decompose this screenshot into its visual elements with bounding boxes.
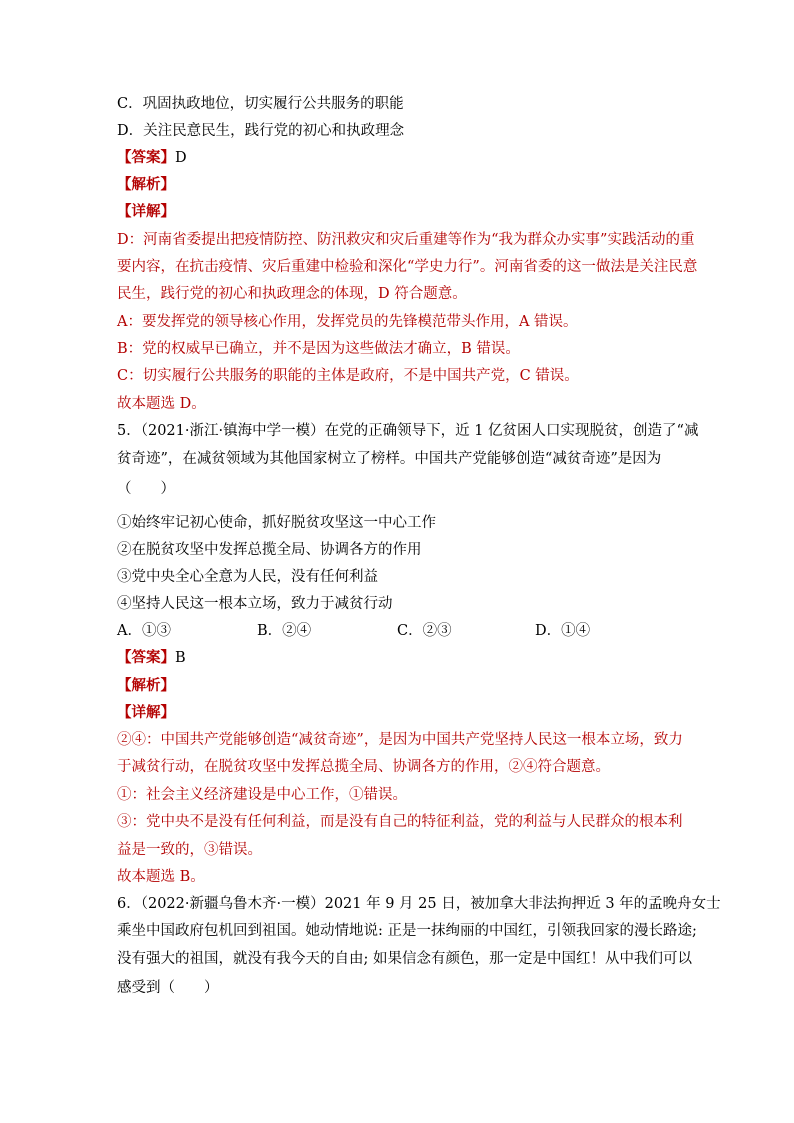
- q4-detail-line: 民生，践行党的初心和执政理念的体现，D 符合题意。: [117, 286, 467, 302]
- q5-detail-line: 于减贫行动，在脱贫攻坚中发挥总揽全局、协调各方的作用，②④符合题意。: [117, 759, 610, 775]
- q5-option-a: A．①③: [117, 623, 171, 639]
- q6-stem-line: 感受到（ ）: [117, 980, 219, 996]
- answer-value: D: [175, 150, 187, 166]
- q4-analysis-tag: 【解析】: [117, 176, 175, 193]
- q4-detail-tag: 【详解】: [117, 203, 175, 220]
- q4-detail-line: B：党的权威早已确立，并不是因为这些做法才确立，B 错误。: [117, 341, 520, 357]
- q4-option-c: C．巩固执政地位，切实履行公共服务的职能: [117, 96, 404, 112]
- q5-detail-line: ②④：中国共产党能够创造“减贫奇迹”，是因为中国共产党坚持人民这一根本立场，致力: [117, 732, 683, 748]
- q5-statement: ①始终牢记初心使命，抓好脱贫攻坚这一中心工作: [117, 515, 436, 531]
- q5-option-d: D．①④: [535, 623, 591, 639]
- q5-detail-tag: 【详解】: [117, 704, 175, 721]
- answer-tag: 【答案】: [117, 149, 175, 166]
- q5-detail-line: 益是一致的，③错误。: [117, 842, 262, 858]
- q5-stem-line: 5．（2021·浙江·镇海中学一模）在党的正确领导下，近 1 亿贫困人口实现脱贫，创造了“减: [117, 423, 699, 439]
- q5-stem-line: 贫奇迹”，在减贫领域为其他国家树立了榜样。中国共产党能够创造“减贫奇迹”是因为: [117, 451, 662, 467]
- q6-stem-line: 没有强大的祖国，就没有我今天的自由; 如果信念有颜色，那一定是中国红！从中我们可以: [117, 951, 692, 967]
- q6-stem-line: 6．（2022·新疆乌鲁木齐·一模）2021 年 9 月 25 日，被加拿大非法拘押近 3 年的孟晚舟女士: [117, 896, 721, 912]
- q5-options-row: [117, 621, 697, 641]
- q4-answer: [117, 148, 697, 168]
- q5-statement: ④坚持人民这一根本立场，致力于减贫行动: [117, 596, 393, 612]
- q5-answer-blank: （ ）: [117, 481, 175, 497]
- q5-statement: ③党中央全心全意为人民，没有任何利益: [117, 569, 378, 585]
- q4-detail-line: A：要发挥党的领导核心作用，发挥党员的先锋模范带头作用，A 错误。: [117, 314, 578, 330]
- answer-value: B: [175, 650, 186, 666]
- q4-conclusion: 故本题选 D。: [117, 396, 206, 412]
- q5-detail-line: ③：党中央不是没有任何利益，而是没有自己的特征利益，党的利益与人民群众的根本利: [117, 814, 683, 830]
- q5-conclusion: 故本题选 B。: [117, 869, 205, 885]
- answer-tag: 【答案】: [117, 649, 175, 666]
- q5-answer: [117, 648, 697, 668]
- q6-stem-line: 乘坐中国政府包机回到祖国。她动情地说: 正是一抹绚丽的中国红，引领我回家的漫长路途;: [117, 923, 697, 939]
- q5-detail-line: ①：社会主义经济建设是中心工作，①错误。: [117, 787, 407, 803]
- q5-option-c: C．②③: [397, 623, 452, 639]
- q4-detail-line: D：河南省委提出把疫情防控、防汛救灾和灾后重建等作为“我为群众办实事”实践活动的重: [117, 232, 695, 248]
- q4-option-d: D．关注民意民生，践行党的初心和执政理念: [117, 123, 405, 139]
- q5-statement: ②在脱贫攻坚中发挥总揽全局、协调各方的作用: [117, 542, 422, 558]
- q5-analysis-tag: 【解析】: [117, 677, 175, 694]
- q4-detail-line: 要内容，在抗击疫情、灾后重建中检验和深化“学史力行”。河南省委的这一做法是关注民意: [117, 259, 698, 275]
- q5-option-b: B．②④: [257, 623, 312, 639]
- q4-detail-line: C：切实履行公共服务的职能的主体是政府，不是中国共产党，C 错误。: [117, 368, 579, 384]
